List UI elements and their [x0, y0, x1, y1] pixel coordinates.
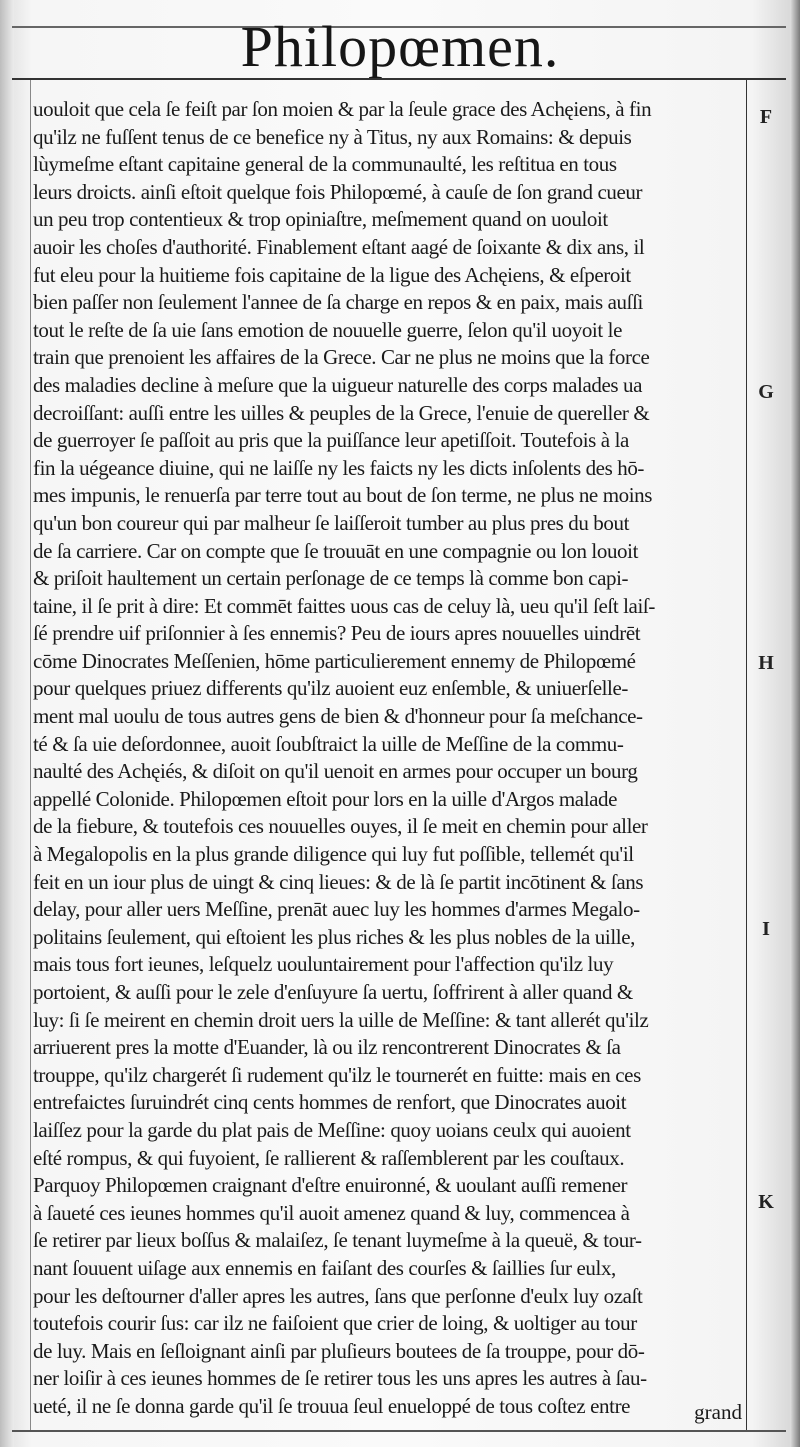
margin-letter-k: K: [758, 1191, 774, 1213]
text-line: taine, il ſe prit à dire: Et commēt faittes uous cas de celuy là, ueu qu'il ſeſt laiſ-: [33, 593, 655, 618]
text-line: ment mal uoulu de tous autres gens de bien & d'honneur pour ſa meſchance-: [33, 704, 643, 729]
text-line: de la fiebure, & toutefois ces nouuelles ouyes, il ſe meit en chemin pour aller: [33, 814, 648, 839]
page-right-edge: [790, 0, 800, 1447]
text-line: pour quelques priuez differents qu'ilz auoient euz enſemble, & uniuerſelle-: [33, 676, 629, 701]
text-line: ſé prendre uif priſonnier à ſes ennemis? Peu de iours apres nouuelles uindrēt: [33, 621, 641, 646]
text-line: mais tous fort ieunes, leſquelz uouluntairement pour l'affection qu'ilz luy: [33, 952, 614, 977]
text-line: tout le reſte de ſa uie ſans emotion de nouuelle guerre, ſelon qu'il uoyoit le: [33, 317, 622, 342]
margin-letter-f: F: [759, 106, 773, 128]
catchword: grand: [694, 1400, 742, 1424]
text-line: auoir les choſes d'authorité. Finablement eſtant aagé de ſoixante & dix ans, il: [33, 234, 645, 259]
text-line: pour les deſtourner d'aller apres les autres, ſans que perſonne d'eulx luy ozaſt: [33, 1283, 643, 1308]
text-line: toutefois courir ſus: car ilz ne faiſoient que crier de loing, & uoltiger au tour: [33, 1311, 637, 1336]
text-line: trouppe, qu'ilz chargerét ſi rudement qu'ilz le tournerét en fuitte: mais en ces: [33, 1062, 641, 1087]
text-line: naulté des Achęiés, & diſoit on qu'il uenoit en armes pour occuper un bourg: [33, 759, 638, 784]
text-line: à ſaueté ces ieunes hommes qu'il auoit amenez quand & luy, commencea à: [33, 1200, 630, 1225]
text-line: qu'ilz ne fuſſent tenus de ce benefice ny à Titus, ny aux Romains: & depuis: [33, 124, 632, 149]
text-line: leurs droicts. ainſi eſtoit quelque fois Philopœmé, à cauſe de ſon grand cueur: [33, 179, 643, 204]
text-line: ſe retirer par lieux boſſus & malaiſez, ſe tenant luymeſme à la queuë, & tour-: [33, 1228, 642, 1253]
text-line: eſté rompus, & qui fuyoient, ſe rallierent & raſſemblerent par les couſtaux.: [33, 1145, 625, 1170]
text-line: ner loiſir à ces ieunes hommes de ſe retirer tous les uns apres les autres à ſau-: [33, 1366, 647, 1391]
left-column-rule: [30, 80, 31, 1430]
text-line: entrefaictes ſuruindrét cinq cents hommes de renfort, que Dinocrates auoit: [33, 1090, 627, 1115]
text-line: portoient, & auſſi pour le zele d'enſuyure ſa uertu, ſoffrirent à aller quand &: [33, 980, 633, 1004]
text-line: uouloit que cela ſe feiſt par ſon moien & par la ſeule grace des Achęiens, à fin: [33, 97, 652, 121]
text-line: decroiſſant: auſſi entre les uilles & peuples de la Grece, l'enuie de quereller &: [33, 400, 650, 425]
text-line: un peu trop contentieux & trop opiniaſtre, meſmement quand on uouloit: [33, 207, 608, 232]
text-line: train que prenoient les affaires de la Grece. Car ne plus ne moins que la force: [33, 345, 650, 370]
text-line: de luy. Mais en ſeſloignant ainſi par pluſieurs boutees de ſa trouppe, pour dō-: [33, 1338, 645, 1363]
margin-letter-i: I: [762, 918, 770, 940]
text-line: té & ſa uie deſordonnee, auoit ſoubſtraict la uille de Meſſine de la commu-: [33, 731, 624, 756]
text-line: de ſa carriere. Car on compte que ſe trouuāt en une compagnie ou lon louoit: [33, 538, 639, 563]
text-line: appellé Colonide. Philopœmen eſtoit pour lors en la uille d'Argos malade: [33, 786, 618, 811]
text-line: arriuerent pres la motte d'Euander, là ou ilz rencontrerent Dinocrates & ſa: [33, 1035, 621, 1060]
text-line: luy: ſi ſe meirent en chemin droit uers la uille de Meſſine: & tant allerét qu'ilz: [33, 1007, 649, 1032]
bottom-rule: [12, 1430, 786, 1432]
text-line: cōme Dinocrates Meſſenien, hōme particulierement ennemy de Philopœmé: [33, 648, 636, 673]
text-line: laiſſez pour la garde du plat pais de Meſſine: quoy uoians ceulx qui auoient: [33, 1117, 631, 1142]
body-text: [33, 96, 743, 1421]
text-line: de guerroyer ſe paſſoit au pris que la puiſſance leur apetiſſoit. Toutefois à la: [33, 428, 629, 453]
margin-letter-h: H: [758, 652, 774, 674]
text-line: des maladies decline à meſure que la uigueur naturelle des corps malades ua: [33, 372, 643, 397]
text-line: qu'un bon coureur qui par malheur ſe laiſſeroit tumber au plus pres du bout: [33, 510, 630, 535]
text-line: fin la uégeance diuine, qui ne laiſſe ny les faicts ny les dicts inſolents des hō-: [33, 455, 645, 480]
text-line: fut eleu pour la huitieme fois capitaine de la ligue des Achęiens, & eſperoit: [33, 262, 631, 287]
text-line: lùymeſme eſtant capitaine general de la communaulté, les reſtitua en tous: [33, 152, 617, 177]
header-rule: [12, 78, 786, 80]
text-line: bien paſſer non ſeulement l'annee de ſa charge en repos & en paix, mais auſſi: [33, 290, 643, 315]
right-column-rule: [746, 80, 747, 1430]
text-line: delay, pour aller uers Meſſine, prenāt auec luy les hommes d'armes Megalo-: [33, 897, 640, 922]
text-line: politains ſeulement, qui eſtoient les plus riches & les plus nobles de la uille,: [33, 924, 635, 949]
text-line: ueté, il ne ſe donna garde qu'il ſe trouua ſeul enueloppé de tous coſtez entre: [33, 1393, 631, 1418]
text-line: à Megalopolis en la plus grande diligence qui luy fut poſſible, tellemét qu'il: [33, 842, 634, 867]
text-line: mes impunis, le renuerſa par terre tout au bout de ſon terme, ne plus ne moins: [33, 483, 653, 508]
text-line: Parquoy Philopœmen craignant d'eſtre enuironné, & uoulant auſſi remener: [33, 1173, 628, 1198]
running-head: Philopœmen.: [240, 14, 560, 79]
text-line: & priſoit haultement un certain perſonage de ce temps là comme bon capi-: [33, 566, 629, 591]
margin-letter-g: G: [758, 381, 774, 403]
page-left-edge: [0, 0, 14, 1447]
text-line: feit en un iour plus de uingt & cinq lieues: & de là ſe partit incōtinent & ſans: [33, 869, 644, 894]
text-line: nant ſouuent uiſage aux ennemis en faiſant des courſes & ſaillies ſur eulx,: [33, 1255, 616, 1280]
